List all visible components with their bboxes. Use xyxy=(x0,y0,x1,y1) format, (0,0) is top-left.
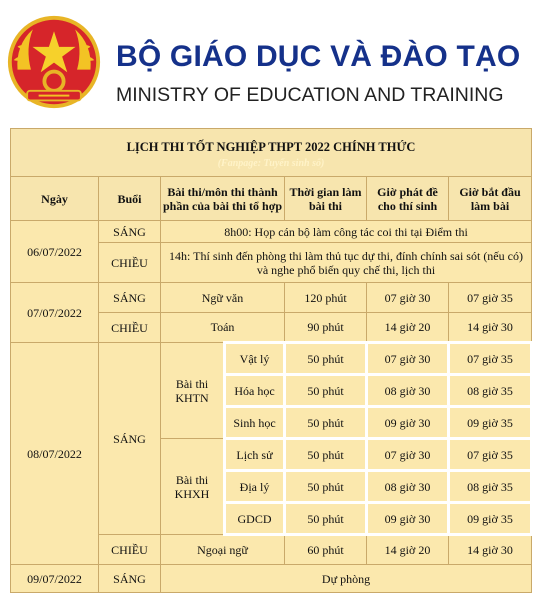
table-row xyxy=(11,221,532,243)
session-cell: SÁNG xyxy=(99,343,161,535)
note-cell: Dự phòng xyxy=(161,565,532,593)
table-row xyxy=(11,283,532,313)
start-time-cell: 07 giờ 35 xyxy=(449,343,532,375)
handout-time-cell: 08 giờ 30 xyxy=(367,471,449,503)
duration-cell: 50 phút xyxy=(285,407,367,439)
start-time-cell: 08 giờ 35 xyxy=(449,471,532,503)
column-header-start: Giờ bắt đầu làm bài xyxy=(449,177,532,221)
start-time-cell: 07 giờ 35 xyxy=(449,439,532,471)
handout-time-cell: 09 giờ 30 xyxy=(367,407,449,439)
handout-time-cell: 07 giờ 30 xyxy=(367,343,449,375)
duration-cell: 50 phút xyxy=(285,343,367,375)
session-cell: CHIỀU xyxy=(99,313,161,343)
column-header-duration: Thời gian làm bài thi xyxy=(285,177,367,221)
start-time-cell: 14 giờ 30 xyxy=(449,313,532,343)
subject-cell: Ngữ văn xyxy=(161,283,285,313)
start-time-cell: 09 giờ 35 xyxy=(449,407,532,439)
handout-time-cell: 08 giờ 30 xyxy=(367,375,449,407)
table-row xyxy=(11,343,532,375)
session-cell: CHIỀU xyxy=(99,535,161,565)
duration-cell: 50 phút xyxy=(285,471,367,503)
table-row xyxy=(11,565,532,593)
schedule-title: LỊCH THI TỐT NGHIỆP THPT 2022 CHÍNH THỨC xyxy=(126,140,416,154)
subject-cell: Toán xyxy=(161,313,285,343)
subject-cell: Vật lý xyxy=(225,343,285,375)
note-cell: 8h00: Họp cán bộ làm công tác coi thi tại Điểm thi xyxy=(161,221,532,243)
subject-cell: GDCD xyxy=(225,503,285,535)
duration-cell: 50 phút xyxy=(285,439,367,471)
ministry-name-vietnamese: BỘ GIÁO DỤC VÀ ĐÀO TẠO xyxy=(116,40,521,73)
start-time-cell: 14 giờ 30 xyxy=(449,535,532,565)
session-cell: CHIỀU xyxy=(99,243,161,283)
handout-time-cell: 07 giờ 30 xyxy=(367,283,449,313)
subject-cell: Ngoại ngữ xyxy=(161,535,285,565)
exam-group-khxh: Bài thi KHXH xyxy=(161,439,225,535)
subject-cell: Lịch sử xyxy=(225,439,285,471)
subject-cell: Sinh học xyxy=(225,407,285,439)
start-time-cell: 08 giờ 35 xyxy=(449,375,532,407)
exam-group-khtn: Bài thi KHTN xyxy=(161,343,225,439)
date-cell: 07/07/2022 xyxy=(11,283,99,343)
note-cell: 14h: Thí sinh đến phòng thi làm thủ tục dự thi, đính chính sai sót (nếu có) và nghe phổ biến quy chế thi, lịch thi xyxy=(161,243,532,283)
duration-cell: 90 phút xyxy=(285,313,367,343)
column-header-session: Buổi xyxy=(99,177,161,221)
column-header-date: Ngày xyxy=(11,177,99,221)
duration-cell: 120 phút xyxy=(285,283,367,313)
national-emblem-icon xyxy=(6,14,102,110)
handout-time-cell: 14 giờ 20 xyxy=(367,313,449,343)
schedule-subtitle: (Fanpage: Tuyển sinh số) xyxy=(217,158,325,169)
ministry-header xyxy=(0,0,541,118)
ministry-name-english: MINISTRY OF EDUCATION AND TRAINING xyxy=(116,84,504,106)
session-cell: SÁNG xyxy=(99,565,161,593)
date-cell: 08/07/2022 xyxy=(11,343,99,565)
subject-cell: Hóa học xyxy=(225,375,285,407)
start-time-cell: 07 giờ 35 xyxy=(449,283,532,313)
handout-time-cell: 07 giờ 30 xyxy=(367,439,449,471)
session-cell: SÁNG xyxy=(99,283,161,313)
date-cell: 09/07/2022 xyxy=(11,565,99,593)
schedule-title-cell xyxy=(11,129,532,177)
handout-time-cell: 09 giờ 30 xyxy=(367,503,449,535)
exam-schedule-table xyxy=(10,128,533,593)
duration-cell: 50 phút xyxy=(285,503,367,535)
start-time-cell: 09 giờ 35 xyxy=(449,503,532,535)
column-header-subject: Bài thi/môn thi thành phần của bài thi tổ hợp xyxy=(161,177,285,221)
date-cell: 06/07/2022 xyxy=(11,221,99,283)
handout-time-cell: 14 giờ 20 xyxy=(367,535,449,565)
duration-cell: 60 phút xyxy=(285,535,367,565)
session-cell: SÁNG xyxy=(99,221,161,243)
column-header-handout: Giờ phát đề cho thí sinh xyxy=(367,177,449,221)
duration-cell: 50 phút xyxy=(285,375,367,407)
subject-cell: Địa lý xyxy=(225,471,285,503)
